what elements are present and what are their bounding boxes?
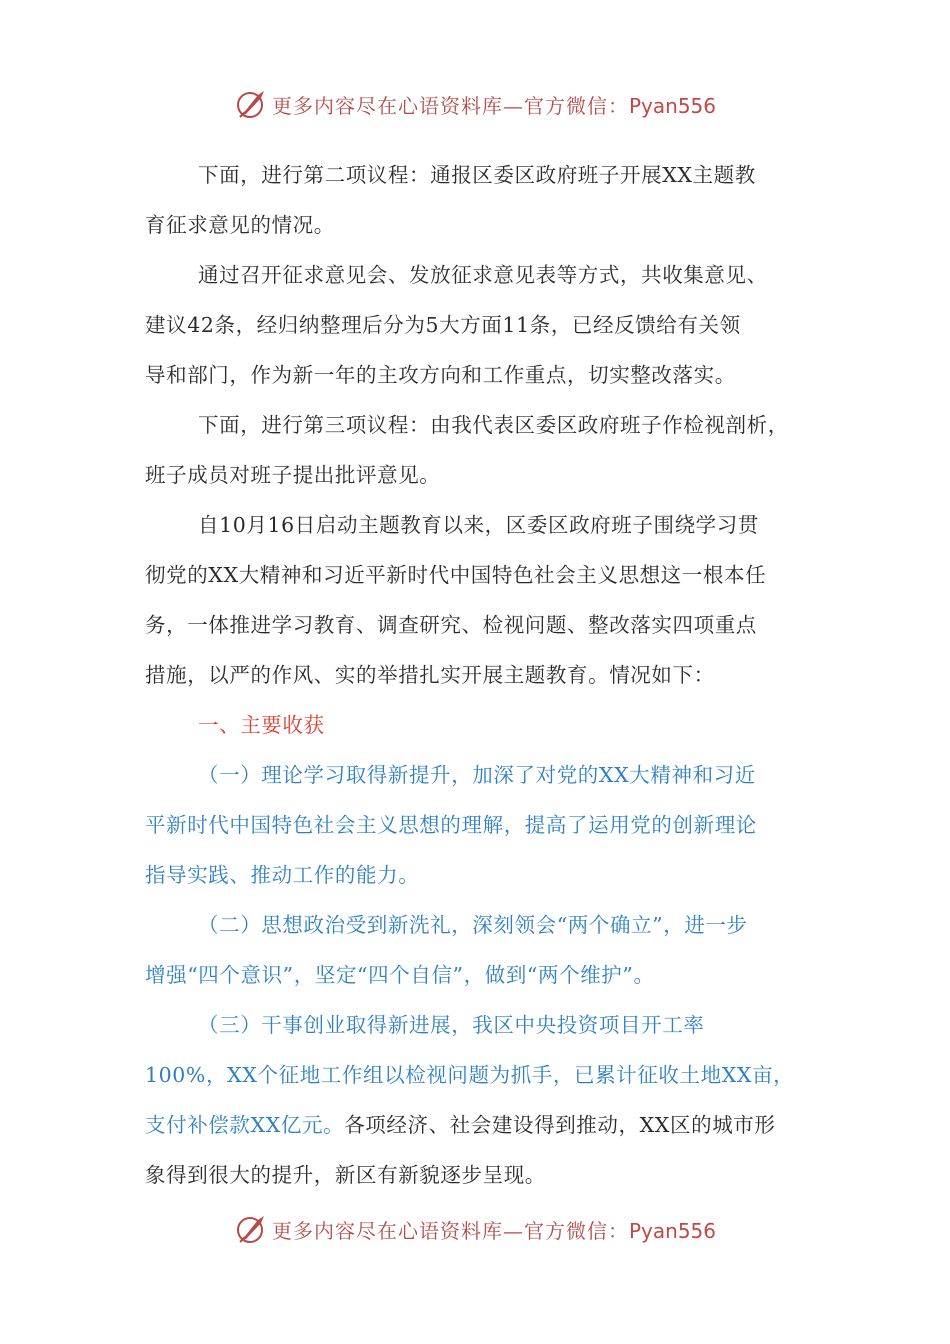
text-line: （一）理论学习取得新提升，加深了对党的XX大精神和习近	[198, 763, 756, 787]
banner-text: 更多内容尽在心语资料库—官方微信：Pyan556	[271, 1218, 716, 1243]
document-body	[145, 150, 817, 1200]
text-line: 自10月16日启动主题教育以来，区委区政府班子围绕学习贯	[198, 513, 759, 537]
text-line: 100%，XX个征地工作组以检视问题为抓手，已累计征收土地XX亩，	[145, 1063, 795, 1087]
text-line: （三）干事创业取得新进展，我区中央投资项目开工率	[198, 1013, 705, 1037]
wechat-id: Pyan556	[628, 1218, 716, 1243]
text-line: 措施，以严的作风、实的举措扎实开展主题教育。情况如下：	[145, 663, 715, 687]
text-line: 下面，进行第三项议程：由我代表区委区政府班子作检视剖析，	[198, 413, 789, 437]
text-span: 支付补偿款XX亿元。	[145, 1113, 345, 1137]
section-heading: 一、主要收获	[198, 713, 325, 737]
text-line: 下面，进行第二项议程：通报区委区政府班子开展XX主题教	[198, 163, 756, 187]
text-line: （二）思想政治受到新洗礼，深刻领会“两个确立”，进一步	[198, 913, 748, 937]
text-line: 指导实践、推动工作的能力。	[145, 863, 420, 887]
text-line: 平新时代中国特色社会主义思想的理解，提高了运用党的创新理论	[145, 813, 757, 837]
text-line: 班子成员对班子提出批评意见。	[145, 463, 441, 487]
text-line: 增强“四个意识”，坚定“四个自信”，做到“两个维护”。	[145, 963, 655, 987]
quill-pen-icon	[234, 1212, 268, 1246]
text-line: 育征求意见的情况。	[145, 213, 335, 237]
banner-text: 更多内容尽在心语资料库—官方微信：Pyan556	[271, 93, 716, 118]
text-line: 象得到很大的提升，新区有新貌逐步呈现。	[145, 1163, 546, 1187]
text-line	[145, 1100, 817, 1150]
text-line: 通过召开征求意见会、发放征求意见表等方式，共收集意见、	[198, 263, 768, 287]
text-line: 彻党的XX大精神和习近平新时代中国特色社会主义思想这一根本任	[145, 563, 767, 587]
header-banner	[0, 82, 950, 126]
text-span: 各项经济、社会建设得到推动，XX区的城市形	[344, 1113, 776, 1137]
quill-pen-icon	[234, 87, 268, 121]
footer-banner	[0, 1207, 950, 1251]
text-line: 务，一体推进学习教育、调查研究、检视问题、整改落实四项重点	[145, 613, 757, 637]
text-line: 建议42条，经归纳整理后分为5大方面11条，已经反馈给有关领	[145, 313, 741, 337]
text-line: 导和部门，作为新一年的主攻方向和工作重点，切实整改落实。	[145, 363, 736, 387]
wechat-id: Pyan556	[628, 93, 716, 118]
